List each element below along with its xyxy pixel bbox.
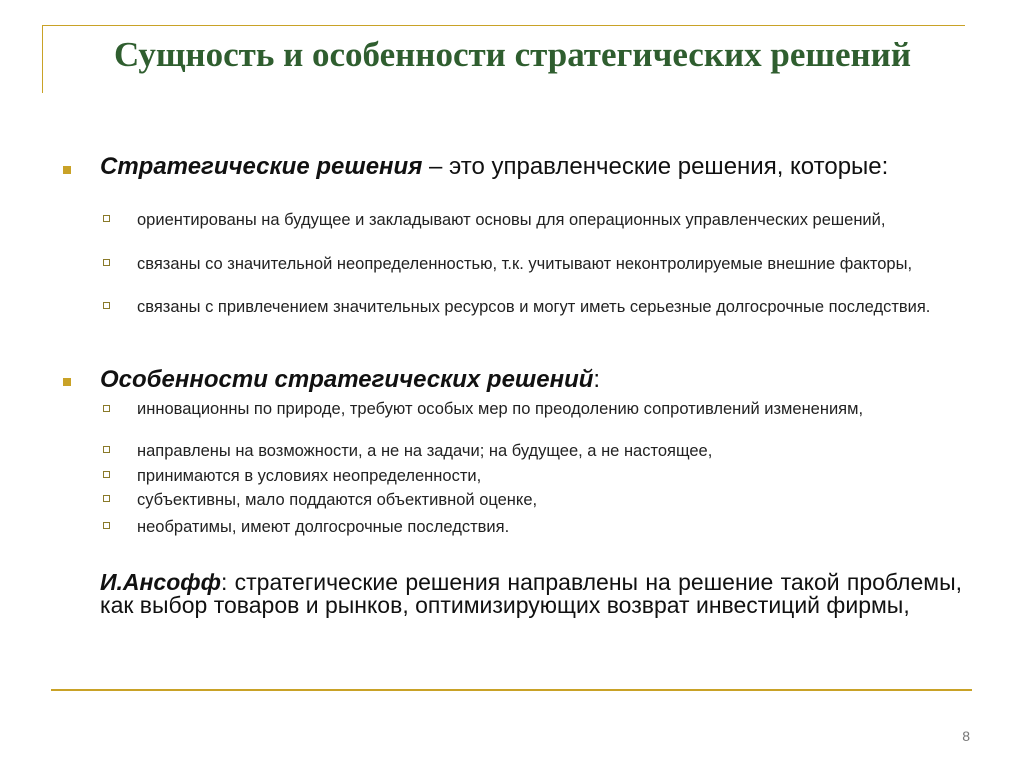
section1-item: ориентированы на будущее и закладывают основы для операционных управленческих решений, [137, 211, 886, 229]
section2-item: инновационны по природе, требуют особых мер по преодолению сопротивлений изменениям, [137, 400, 864, 418]
checkbox-bullet-icon [103, 302, 110, 309]
section1-item: связаны со значительной неопределенностью, т.к. учитывают неконтролируемые внешние факторы, [137, 255, 913, 273]
section1-definition: – это управленческие решения, которые: [422, 153, 889, 180]
section2-heading [100, 368, 962, 392]
bullet-square-icon [63, 166, 71, 174]
checkbox-bullet-icon [103, 446, 110, 453]
section1-intro [100, 155, 962, 179]
footer-divider [51, 689, 972, 691]
checkbox-bullet-icon [103, 259, 110, 266]
section2-item: необратимы, имеют долгосрочные последствия. [137, 518, 510, 536]
checkbox-bullet-icon [103, 522, 110, 529]
section1-item: связаны с привлечением значительных ресурсов и могут иметь серьезные долгосрочные последствия. [137, 298, 931, 316]
section2-item: субъективны, мало поддаются объективной оценке, [137, 491, 538, 509]
checkbox-bullet-icon [103, 495, 110, 502]
frame-left-line [42, 25, 43, 93]
slide-title: Сущность и особенности стратегических решений [113, 35, 911, 74]
checkbox-bullet-icon [103, 405, 110, 412]
quote-author: И.Ансофф [100, 569, 221, 595]
checkbox-bullet-icon [103, 471, 110, 478]
page-number: 8 [962, 728, 970, 744]
frame-top-line [42, 25, 965, 26]
quote-text: : стратегические решения направлены на решение такой проблемы, как выбор товаров и рынков, оптимизирующих возврат инвестиций фирмы, [100, 569, 962, 618]
ansoff-quote [100, 571, 962, 617]
section2-item: направлены на возможности, а не на задачи; на будущее, а не настоящее, [137, 442, 713, 460]
section2-heading-text: Особенности стратегических решений [100, 366, 594, 393]
bullet-square-icon [63, 378, 71, 386]
section2-item: принимаются в условиях неопределенности, [137, 467, 482, 485]
section2-heading-suffix: : [593, 366, 601, 393]
section1-term: Стратегические решения [100, 153, 423, 180]
checkbox-bullet-icon [103, 215, 110, 222]
